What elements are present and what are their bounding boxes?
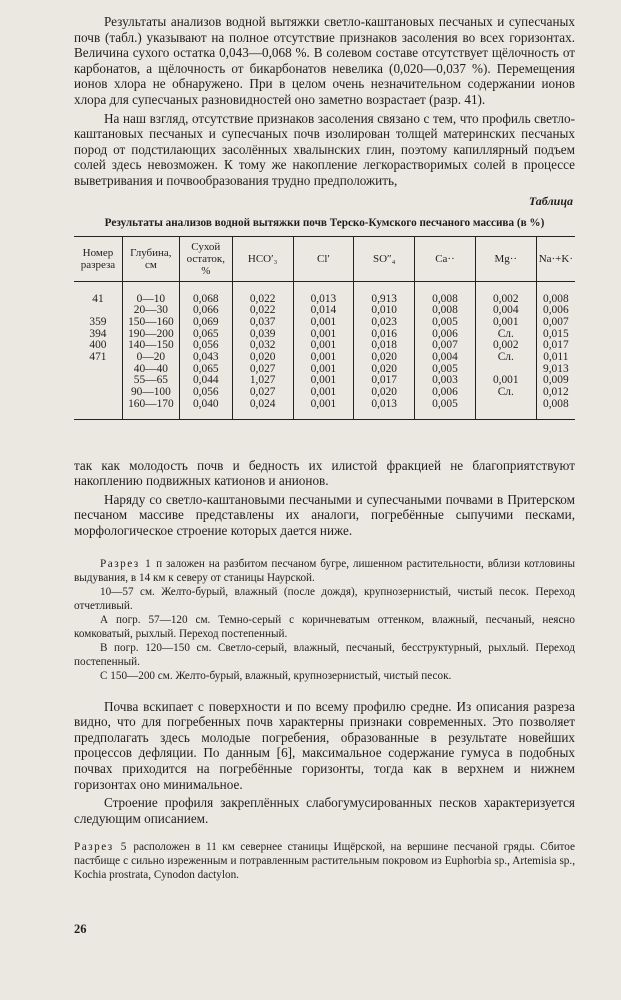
profile-1-title: Разрез 1: [100, 557, 153, 570]
table-cell: 0,001: [293, 364, 354, 376]
table-cell: 0—10: [122, 294, 179, 306]
table-cell: 0,043: [179, 352, 232, 364]
table-cell: 0,056: [179, 340, 232, 352]
intro-paragraph-2: На наш взгляд, отсутствие признаков засоления связано с тем, что профиль светло-каштановых песчаных и супесчаных почв изолирован толщей материнских песчаных пород от подстилающих засолённых хвалынских глин, поэтому капиллярный подъем солей здесь невозможен. К тому же накопление легкорастворимых солей в процессе выветривания и почвообразования трудно предположить,: [74, 110, 575, 188]
table-cell: [74, 375, 122, 387]
analysis-table: [74, 236, 575, 420]
table-cell: 0,005: [415, 399, 476, 419]
table-cell: 0,017: [354, 375, 415, 387]
table-cell: [475, 399, 536, 419]
table-row: [74, 352, 575, 364]
table-cell: 1,027: [232, 375, 293, 387]
profile-1-description: [74, 557, 575, 683]
table-cell: 0,005: [415, 317, 476, 329]
table-cell: 0,020: [354, 352, 415, 364]
table-cell: [74, 399, 122, 419]
table-spacer-row: [74, 281, 575, 294]
table-cell: 0,001: [293, 387, 354, 399]
table-cell: 0,001: [293, 375, 354, 387]
discussion-paragraph-2: Строение профиля закреплённых слабогумусированных песков характеризуется следующим описанием.: [74, 795, 575, 826]
header-na-k: Na·+K·: [536, 236, 575, 281]
table-cell: 0,001: [475, 317, 536, 329]
table-cell: Сл.: [475, 387, 536, 399]
table-cell: 0,044: [179, 375, 232, 387]
table-cell: 0,016: [354, 329, 415, 341]
table-cell: 140—150: [122, 340, 179, 352]
table-cell: 0,022: [232, 294, 293, 306]
table-cell: 0,066: [179, 305, 232, 317]
table-cell: 0,006: [415, 329, 476, 341]
header-hco3: HCO′₃: [232, 236, 293, 281]
table-cell: 0,013: [293, 294, 354, 306]
header-mg: Mg··: [475, 236, 536, 281]
table-cell: 160—170: [122, 399, 179, 419]
table-cell: 0,027: [232, 387, 293, 399]
intro-paragraph-1: Результаты анализов водной вытяжки светло-каштановых песчаных и супесчаных почв (табл.) указывают на полное отсутствие признаков засоления во всех горизонтах. Величина сухого остатка 0,043—0,068 %. В солевом составе отсутствует щёлочность от карбонатов, а щёлочность от бикарбонатов невелика (0,020—0,037 %). Перемещения ионов хлора не обнаружено. При в целом очень незначительном содержании ионов хлора для супесчаных разновидностей оно заметно возрастает (разр. 41).: [74, 14, 575, 107]
table-cell: 0,009: [536, 375, 575, 387]
header-so4: SO″₄: [354, 236, 415, 281]
table-cell: 0,017: [536, 340, 575, 352]
table-cell: 0,010: [354, 305, 415, 317]
table-cell: 0,001: [475, 375, 536, 387]
table-row: [74, 399, 575, 419]
table-cell: 0,020: [354, 387, 415, 399]
table-cell: 0,022: [232, 305, 293, 317]
table-cell: 0,018: [354, 340, 415, 352]
table-cell: 0,005: [415, 364, 476, 376]
profile-5-title: Разрез 5: [74, 841, 128, 854]
header-depth: Глубина, см: [122, 236, 179, 281]
table-cell: 0,056: [179, 387, 232, 399]
table-cell: 0,024: [232, 399, 293, 419]
table-cell: 0,014: [293, 305, 354, 317]
table-cell: 0,004: [475, 305, 536, 317]
table-cell: 359: [89, 315, 107, 328]
table-cell: 0,003: [415, 375, 476, 387]
table-cell: 0,012: [536, 387, 575, 399]
table-body: [74, 281, 575, 419]
table-cell: 41: [92, 292, 104, 305]
table-cell: 0—20: [122, 352, 179, 364]
continuation-paragraph-1: так как молодость почв и бедность их илистой фракцией не благоприятствуют накоплению подвижных катионов и анионов.: [74, 457, 575, 489]
header-cl: Cl′: [293, 236, 354, 281]
table-cell: 0,068: [179, 294, 232, 306]
continuation-paragraph-2: Наряду со светло-каштановыми песчаными и супесчаными почвами в Притерском песчаном массиве представлены их аналоги, погребённые сыпучими песками, морфологическое строение которых дается ниже.: [74, 491, 575, 538]
table-cell: 0,015: [536, 329, 575, 341]
table-cell: 0,037: [232, 317, 293, 329]
header-dry-residue: Сухой остаток, %: [179, 236, 232, 281]
table-cell: 394: [89, 327, 107, 340]
table-cell: 0,039: [232, 329, 293, 341]
table-cell: 471: [89, 351, 107, 364]
table-cell: 0,008: [415, 305, 476, 317]
table-cell: 0,001: [293, 340, 354, 352]
table-cell: 0,913: [354, 294, 415, 306]
table-cell: 0,007: [415, 340, 476, 352]
profile-1-horizon-2: А погр. 57—120 см. Темно-серый с коричневатым оттенком, влажный, песчаный, неясно комковатый, рыхлый. Переход постепенный.: [74, 613, 575, 640]
table-cell: Сл.: [475, 352, 536, 364]
profile-5-description: [74, 840, 575, 882]
discussion-paragraph-1: Почва вскипает с поверхности и по всему профилю средне. Из описания разреза видно, что для погребенных почв характерны признаки современных. Это позволяет предполагать здесь молодые погребения, образованные в результате новейших процессов дефляции. По данным [6], максимальное содержание гумуса в подобных почвах приходится на погребённые горизонты, тогда как в верхнем и нижнем горизонтах оно минимальное.: [74, 698, 575, 792]
table-header-row: [74, 236, 575, 281]
table-label: Таблица: [528, 193, 573, 208]
table-cell: 0,011: [536, 352, 575, 364]
table-cell: [74, 387, 122, 399]
header-ca: Ca··: [415, 236, 476, 281]
table-cell: 0,027: [232, 364, 293, 376]
table-cell: 0,023: [354, 317, 415, 329]
profile-5-text: расположен в 11 км севернее станицы Ищёрской, на вершине песчаной гряды. Сбитое пастбище с сильно изреженным и потравленным растительным покровом из Euphorbia sp., Artemisia sp., Kochia prostrata, Cynodon dactylon.: [74, 841, 575, 882]
profile-1-horizon-3: В погр. 120—150 см. Светло-серый, влажный, песчаный, бесструктурный, рыхлый. Переход постепенный.: [74, 641, 575, 668]
table-cell: 0,065: [179, 364, 232, 376]
table-cell: 0,001: [293, 317, 354, 329]
table-cell: 20—30: [122, 305, 179, 317]
table-cell: 0,006: [536, 305, 575, 317]
profile-1-horizon-4: С 150—200 см. Желто-бурый, влажный, крупнозернистый, чистый песок.: [100, 669, 452, 682]
table-cell: 55—65: [122, 375, 179, 387]
profile-1-intro: п заложен на разбитом песчаном бугре, лишенном растительности, вблизи котловины выдувания, в 14 км к северу от станицы Наурской.: [74, 557, 575, 584]
table-cell: 0,008: [415, 294, 476, 306]
page-number: 26: [74, 922, 87, 936]
table-cell: Сл.: [475, 329, 536, 341]
table-cell: 0,069: [179, 317, 232, 329]
table-cell: 0,040: [179, 399, 232, 419]
table-cell: 0,002: [475, 294, 536, 306]
table-caption: Результаты анализов водной вытяжки почв Терско-Кумского песчаного массива (в %): [104, 216, 545, 229]
table-cell: 0,008: [536, 399, 575, 419]
table-cell: 0,013: [354, 399, 415, 419]
table-cell: 0,020: [354, 364, 415, 376]
table-row: [74, 317, 575, 329]
table-cell: 0,002: [475, 340, 536, 352]
table-cell: 0,007: [536, 317, 575, 329]
table-cell: [74, 364, 122, 376]
header-profile-number: Номер разреза: [74, 236, 122, 281]
table-cell: 0,008: [536, 294, 575, 306]
table-cell: 0,001: [293, 329, 354, 341]
table-cell: 150—160: [122, 317, 179, 329]
table-cell: 0,006: [415, 387, 476, 399]
table-cell: 400: [89, 339, 107, 352]
table-cell: 190—200: [122, 329, 179, 341]
table-cell: 0,032: [232, 340, 293, 352]
table-cell: 9,013: [536, 364, 575, 376]
profile-1-horizon-1: 10—57 см. Желто-бурый, влажный (после дождя), крупнозернистый, чистый песок. Переход отчетливый.: [74, 585, 575, 612]
table-cell: 0,004: [415, 352, 476, 364]
table-cell: 0,065: [179, 329, 232, 341]
table-cell: 0,020: [232, 352, 293, 364]
table-cell: 0,001: [293, 352, 354, 364]
table-cell: 90—100: [122, 387, 179, 399]
table-cell: 0,001: [293, 399, 354, 419]
table-cell: 40—40: [122, 364, 179, 376]
